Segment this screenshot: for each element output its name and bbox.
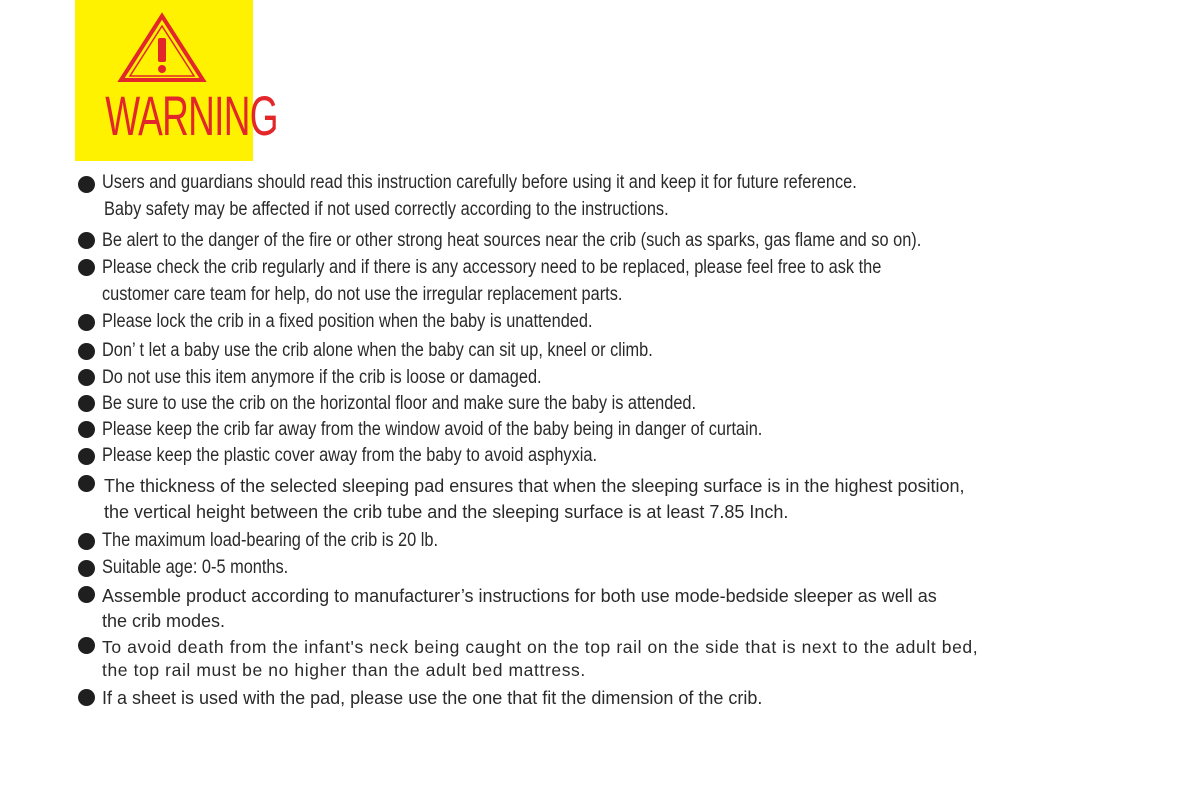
bullet-icon bbox=[78, 560, 95, 577]
item-text: Be alert to the danger of the fire or other strong heat sources near the crib (such as sparks, gas flame and so on). bbox=[102, 230, 922, 251]
item-text: The maximum load-bearing of the crib is 20 lb. bbox=[102, 530, 439, 551]
item-text: If a sheet is used with the pad, please use the one that fit the dimension of the crib. bbox=[102, 688, 763, 708]
bullet-icon bbox=[78, 475, 95, 492]
item-text: To avoid death from the infant's neck being caught on the top rail on the side that is next to the adult bed, bbox=[102, 637, 979, 657]
bullet-icon bbox=[78, 259, 95, 276]
item-text: customer care team for help, do not use the irregular replacement parts. bbox=[102, 284, 623, 305]
bullet-icon bbox=[78, 314, 95, 331]
bullet-icon bbox=[78, 395, 95, 412]
item-text: Users and guardians should read this instruction carefully before using it and keep it for future reference. bbox=[102, 172, 857, 193]
item-text: the top rail must be no higher than the adult bed mattress. bbox=[102, 660, 586, 680]
bullet-icon bbox=[78, 176, 95, 193]
item-text: Baby safety may be affected if not used correctly according to the instructions. bbox=[104, 199, 669, 220]
item-text: Please keep the plastic cover away from the baby to avoid asphyxia. bbox=[102, 445, 598, 466]
item-text: The thickness of the selected sleeping pad ensures that when the sleeping surface is in the highest position, bbox=[104, 476, 965, 496]
item-text: Assemble product according to manufacturer’s instructions for both use mode-bedside sleeper as well as bbox=[102, 586, 937, 606]
warning-triangle-icon bbox=[75, 0, 253, 90]
warning-title: WARNING bbox=[105, 84, 278, 147]
item-text: Please check the crib regularly and if there is any accessory need to be replaced, please feel free to ask the bbox=[102, 257, 882, 278]
item-text: Suitable age: 0-5 months. bbox=[102, 557, 289, 578]
item-text: the crib modes. bbox=[102, 611, 226, 631]
item-text: Don’ t let a baby use the crib alone when the baby can sit up, kneel or climb. bbox=[102, 340, 653, 361]
bullet-icon bbox=[78, 448, 95, 465]
bullet-icon bbox=[78, 533, 95, 550]
bullet-icon bbox=[78, 421, 95, 438]
item-text: Please keep the crib far away from the window avoid of the baby being in danger of curtain. bbox=[102, 419, 763, 440]
bullet-icon bbox=[78, 232, 95, 249]
item-text: Be sure to use the crib on the horizontal floor and make sure the baby is attended. bbox=[102, 393, 697, 414]
bullet-icon bbox=[78, 637, 95, 654]
item-text: the vertical height between the crib tube and the sleeping surface is at least 7.85 Inch. bbox=[104, 502, 789, 522]
item-text: Do not use this item anymore if the crib is loose or damaged. bbox=[102, 367, 542, 388]
bullet-icon bbox=[78, 586, 95, 603]
bullet-icon bbox=[78, 343, 95, 360]
item-text: Please lock the crib in a fixed position when the baby is unattended. bbox=[102, 311, 593, 332]
warning-label bbox=[75, 0, 278, 161]
bullet-icon bbox=[78, 369, 95, 386]
bullet-icon bbox=[78, 689, 95, 706]
